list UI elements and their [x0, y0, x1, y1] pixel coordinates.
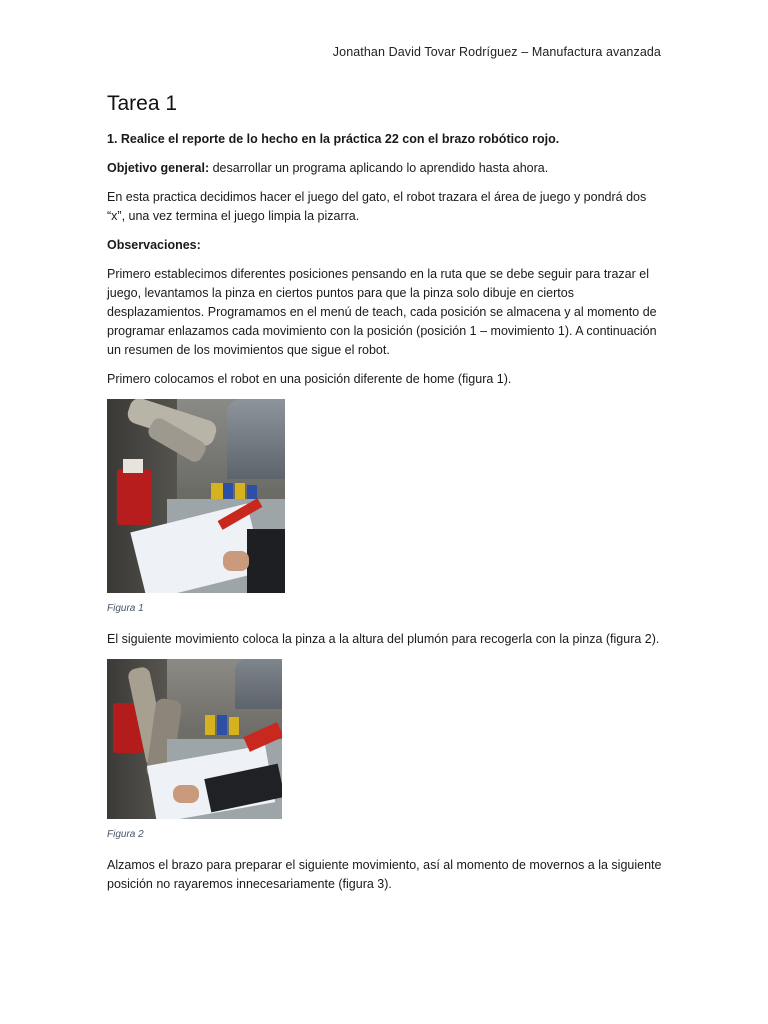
observations-paragraph: Primero establecimos diferentes posiciones pensando en la ruta que se debe seguir para trazar el juego, levantamos la pinza en ciertos puntos para que la pinza solo dibuje en ciertos desplazamientos. Programamos en el menú de teach, cada posición se almacena y al momento de programar enlazamos cada movimiento con la posición (posición 1 – movimiento 1). A continuación un resumen de los movimientos que sigue el robot.	[107, 267, 657, 357]
step2-paragraph: El siguiente movimiento coloca la pinza a la altura del plumón para recogerla con la pinza (figura 2).	[107, 632, 660, 646]
page-header: Jonathan David Tovar Rodríguez – Manufactura avanzada	[332, 45, 661, 59]
objective-text: desarrollar un programa aplicando lo aprendido hasta ahora.	[209, 161, 549, 175]
objective-label: Objetivo general:	[107, 161, 210, 175]
objective-paragraph	[107, 159, 662, 178]
figure2-photo	[107, 659, 282, 819]
observations-heading: Observaciones:	[107, 238, 201, 252]
step3-paragraph: Alzamos el brazo para preparar el siguiente movimiento, así al momento de movernos a la siguiente posición no rayaremos innecesariamente (figura 3).	[107, 858, 662, 891]
intro-paragraph: En esta practica decidimos hacer el juego del gato, el robot trazara el área de juego y pondrá dos “x”, una vez termina el juego limpia la pizarra.	[107, 190, 647, 223]
figure1-photo	[107, 399, 285, 593]
step1-paragraph: Primero colocamos el robot en una posición diferente de home (figura 1).	[107, 372, 512, 386]
page-title: Tarea 1	[107, 92, 178, 115]
figure2-caption: Figura 2	[107, 829, 144, 840]
question-heading: 1. Realice el reporte de lo hecho en la práctica 22 con el brazo robótico rojo.	[107, 132, 560, 146]
figure1-caption: Figura 1	[107, 603, 144, 614]
document-body	[107, 92, 662, 904]
